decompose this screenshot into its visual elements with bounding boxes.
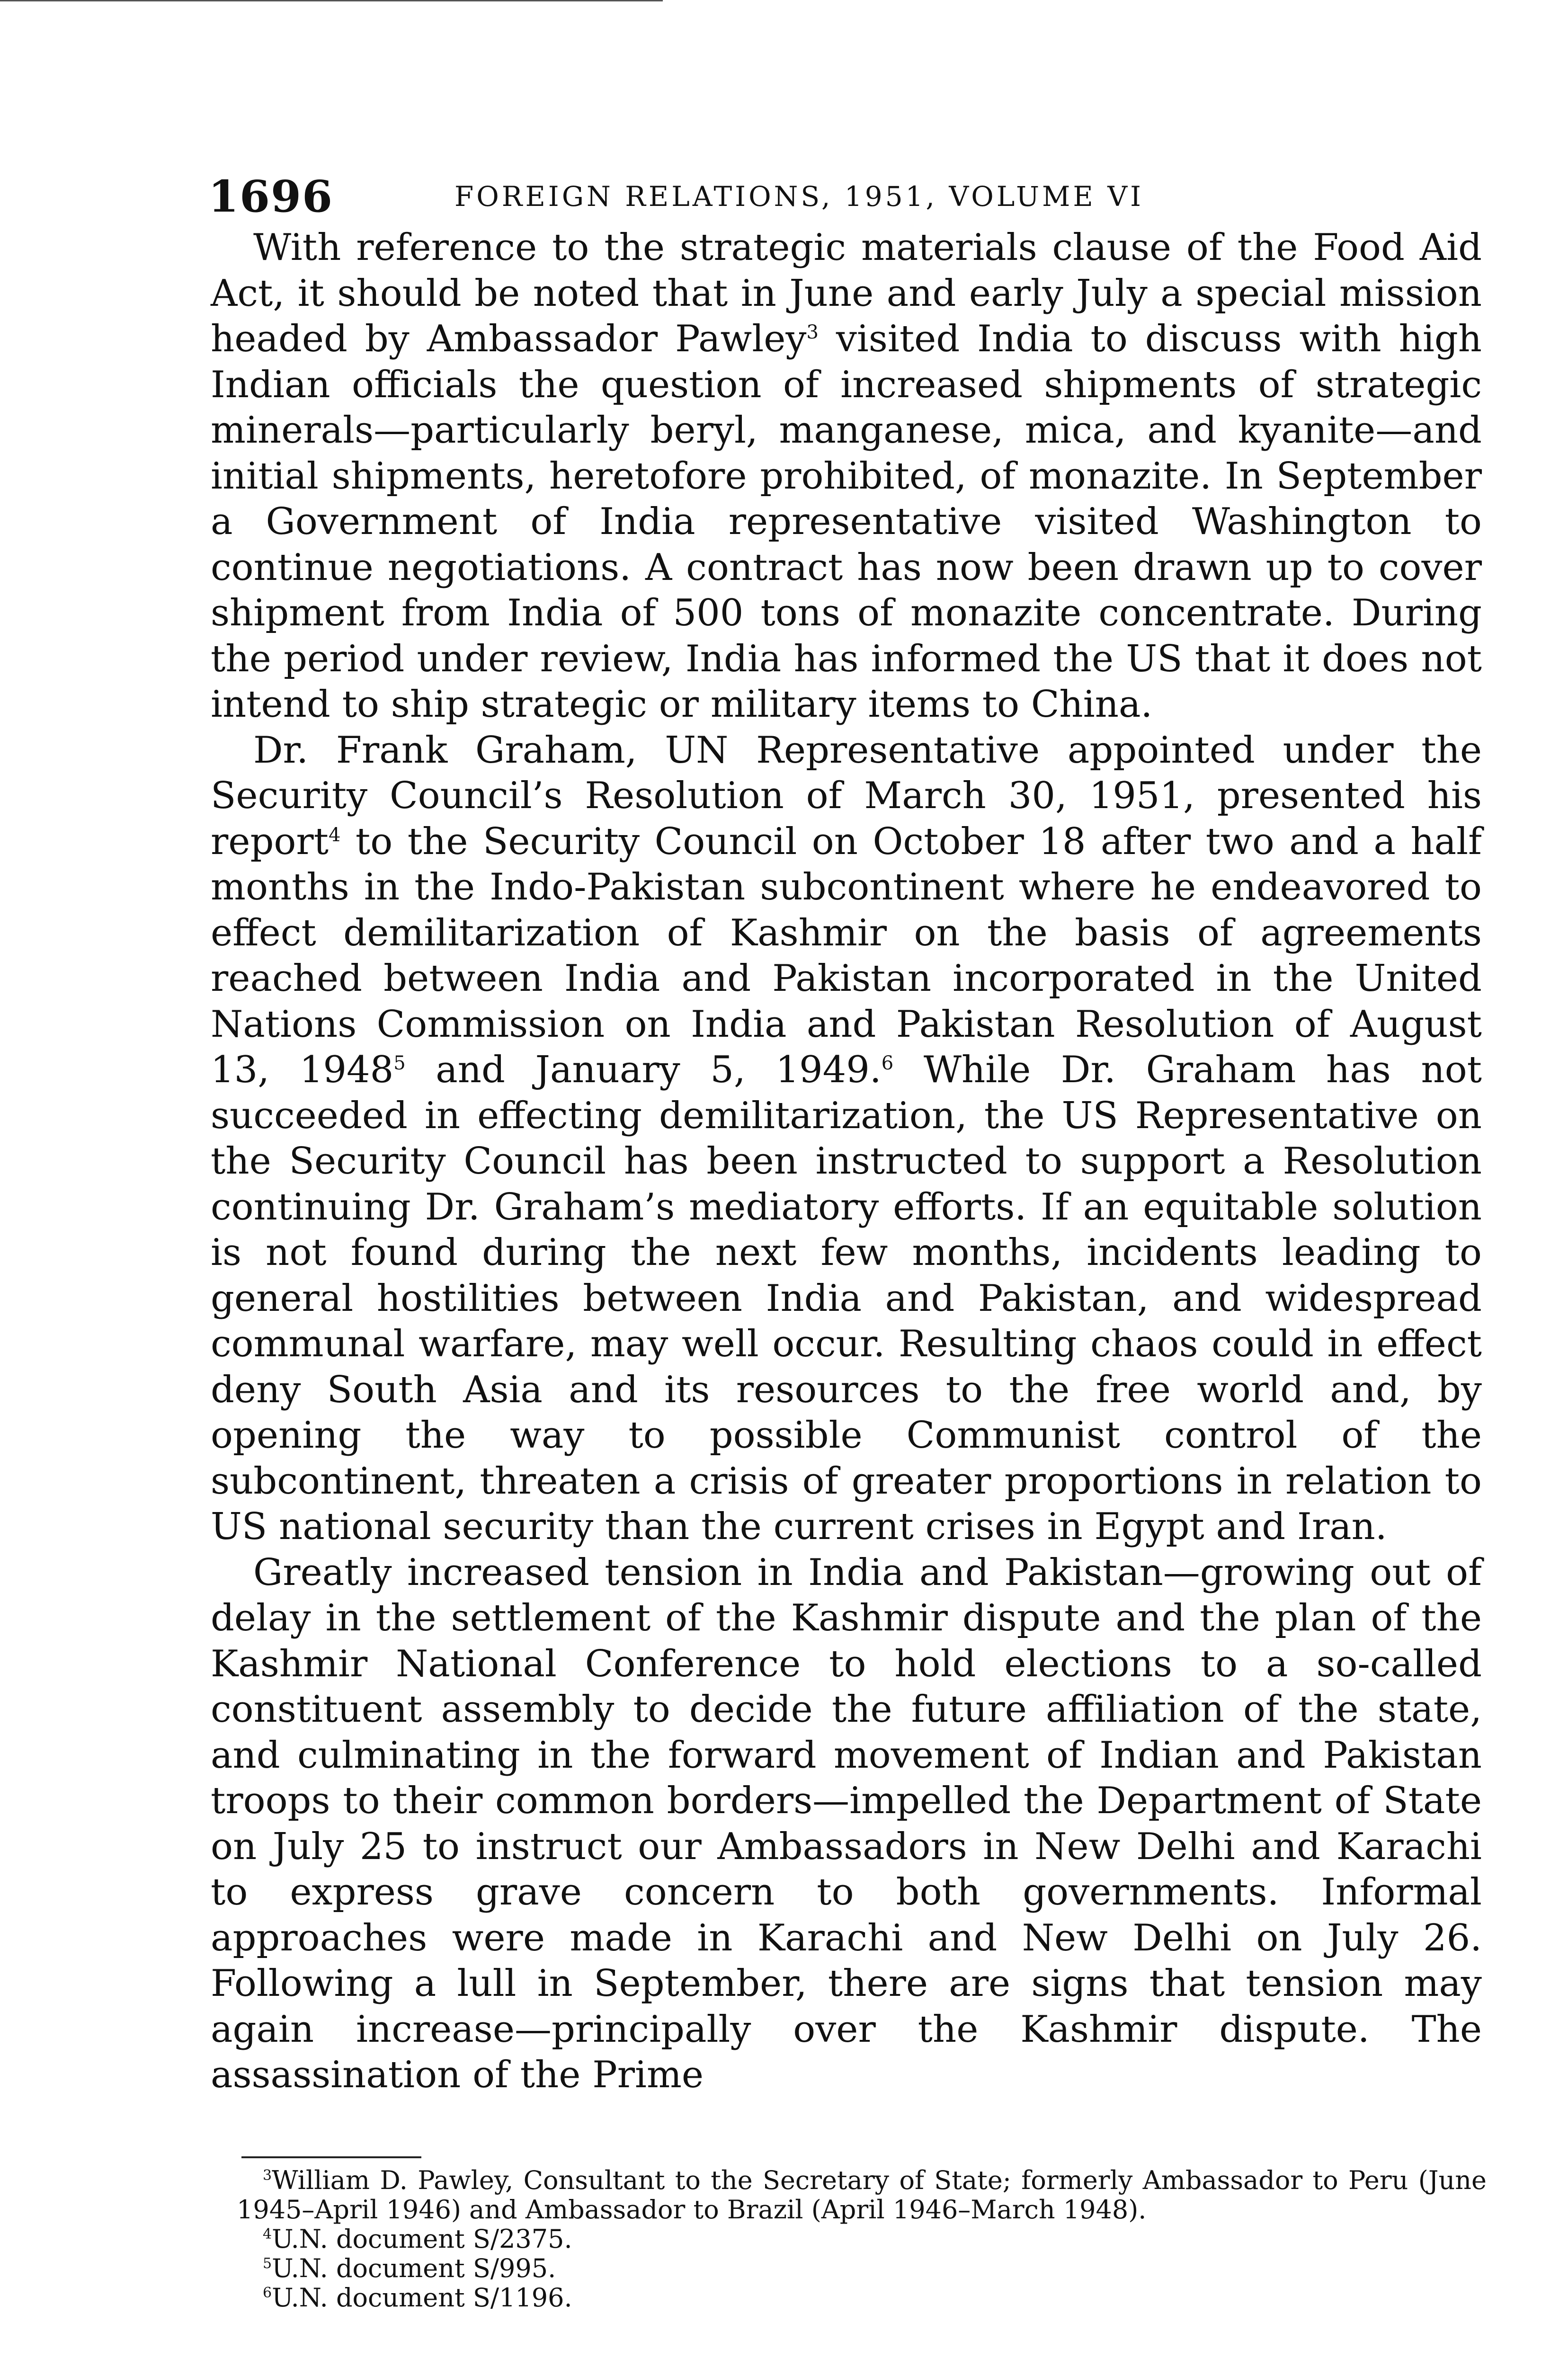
footnote-text: U.N. document S/1196. — [272, 2283, 572, 2313]
paragraph-1 — [211, 225, 1482, 728]
paragraph-3 — [211, 1550, 1482, 2098]
paragraph-2-text-d: While Dr. Graham has not succeeded in effecting demilitarization, the US Representative on the Security Council has been instructed to support a Resolution continuing Dr. Graham’s mediatory efforts. If an equitable solution is not found during the next few months, incidents leading to general hostilities between India and Pakistan, and widespread communal warfare, may well occur. Resulting chaos could in effect deny South Asia and its resources to the free world and, by opening the way to possible Communist control of the subcontinent, threaten a crisis of greater proportions in relation to US national security than the current crises in Egypt and Iran. — [211, 1049, 1482, 1548]
footnote-marker: 5 — [263, 2255, 272, 2272]
footnotes — [237, 2166, 1487, 2313]
footnote-ref-3: 3 — [806, 321, 819, 343]
footnote-text: U.N. document S/995. — [272, 2253, 556, 2283]
footnote-ref-5: 5 — [393, 1052, 406, 1074]
paragraph-1-text-a: With reference to the strategic materials clause of the Food Aid Act, it should be noted that in June and early July a special mission headed by Ambassador Pawley — [211, 226, 1482, 360]
footnote-3 — [237, 2166, 1487, 2225]
page-header — [208, 168, 1487, 225]
running-title: FOREIGN RELATIONS, 1951, VOLUME VI — [454, 180, 1144, 213]
footnote-marker: 3 — [263, 2167, 272, 2184]
paragraph-2 — [211, 728, 1482, 1550]
body-text — [211, 225, 1482, 2098]
paragraph-1-text-b: visited India to discuss with high Indian officials the question of increased shipments of strategic minerals—particularly beryl, manganese, mica, and kyanite—and initial shipments, heretofore prohibited, of monazite. In September a Government of India representative visited Washington to continue negotiations. A contract has now been drawn up to cover shipment from India of 500 tons of monazite concentrate. During the period under review, India has informed the US that it does not intend to ship strategic or military items to China. — [211, 318, 1482, 726]
footnote-marker: 6 — [263, 2285, 272, 2301]
footnote-text: William D. Pawley, Consultant to the Secretary of State; formerly Ambassador to Peru (June 1945–April 1946) and Ambassador to Brazil (April 1946–March 1948). — [237, 2165, 1487, 2225]
footnote-marker: 4 — [263, 2226, 272, 2242]
footnote-6 — [237, 2283, 1487, 2313]
paragraph-3-text: Greatly increased tension in India and Pakistan—growing out of delay in the settlement of the Kashmir dispute and the plan of the Kashmir National Conference to hold elections to a so-called constituent assembly to decide the future affiliation of the state, and culminating in the forward movement of Indian and Pakistan troops to their common borders—impelled the Department of State on July 25 to instruct our Ambassadors in New Delhi and Karachi to express grave concern to both governments. Informal approaches were made in Karachi and New Delhi on July 26. Following a lull in September, there are signs that tension may again increase—principally over the Kashmir dispute. The assassination of the Prime — [211, 1551, 1482, 2096]
paragraph-2-text-a: Dr. Frank Graham, UN Representative appointed under the Security Council’s Resolution of March 30, 1951, presented his report — [211, 729, 1482, 863]
paragraph-2-text-b: to the Security Council on October 18 after two and a half months in the Indo-Pakistan subcontinent where he endeavored to effect demilitarization of Kashmir on the basis of agreements reached between India and Pakistan incorporated in the United Nations Commission on India and Pakistan Resolution of August 13, 1948 — [211, 820, 1482, 1091]
paragraph-2-text-c: and January 5, 1949. — [405, 1049, 882, 1091]
top-rule — [0, 0, 663, 1]
footnote-ref-6: 6 — [881, 1052, 894, 1074]
footnote-4 — [237, 2225, 1487, 2254]
footnote-divider — [241, 2156, 421, 2158]
footnote-ref-4: 4 — [328, 824, 341, 846]
page-number: 1696 — [208, 171, 334, 222]
footnote-text: U.N. document S/2375. — [272, 2224, 572, 2254]
footnote-5 — [237, 2254, 1487, 2283]
